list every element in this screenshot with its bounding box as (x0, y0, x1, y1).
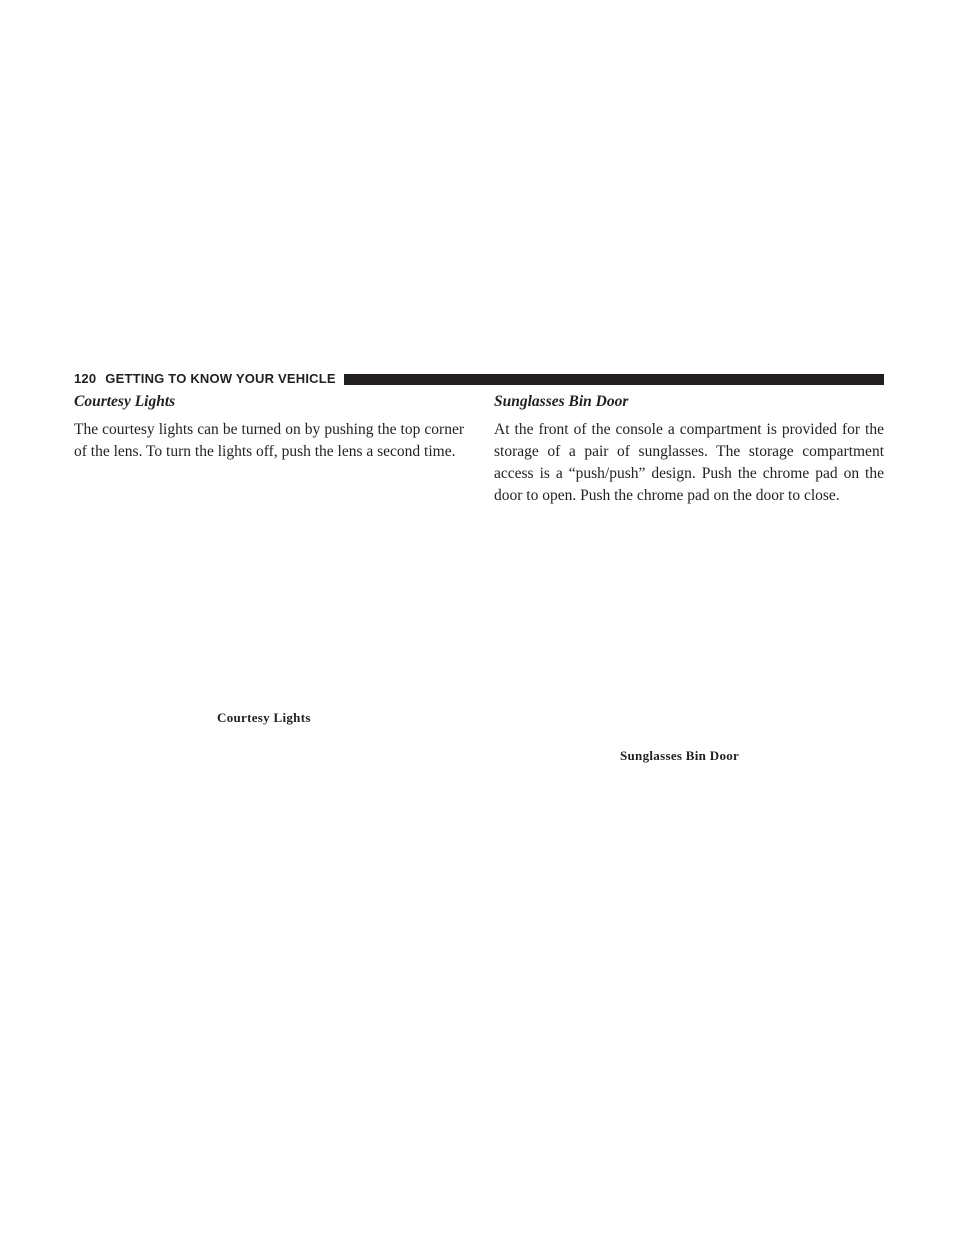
sunglasses-bin-body: At the front of the console a compartment is provided for the storage of a pair of sunglasses. The storage compartment access is a “push/push” design. Push the chrome pad on the door to open. Push the chrome pad on the door to close. (494, 421, 884, 504)
courtesy-lights-figure (74, 500, 464, 700)
section-title: GETTING TO KNOW YOUR VEHICLE (105, 371, 336, 386)
page-header (74, 370, 884, 388)
courtesy-lights-caption: Courtesy Lights (217, 710, 311, 725)
right-column (494, 391, 884, 507)
page-number: 120 (74, 371, 97, 386)
sunglasses-bin-caption: Sunglasses Bin Door (620, 748, 740, 763)
left-column (74, 391, 464, 463)
sunglasses-bin-figure (494, 525, 884, 740)
courtesy-lights-body: The courtesy lights can be turned on by pushing the top corner of the lens. To turn the lights off, push the lens a second time. (74, 421, 464, 460)
courtesy-lights-heading: Courtesy Lights (74, 393, 176, 410)
sunglasses-bin-heading: Sunglasses Bin Door (494, 393, 629, 410)
header-rule (344, 374, 884, 385)
